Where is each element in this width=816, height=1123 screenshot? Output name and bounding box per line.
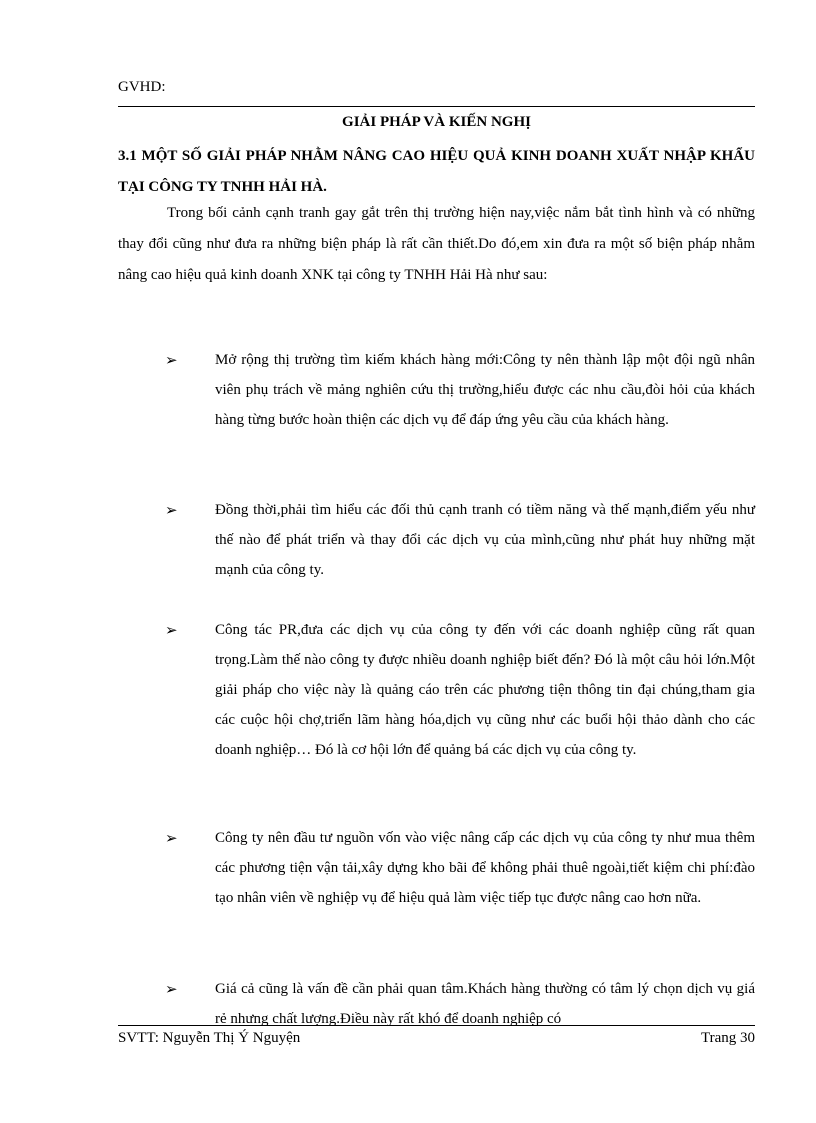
list-item-text: Mở rộng thị trường tìm kiếm khách hàng mới:Công ty nên thành lập một đội ngũ nhân viên phụ trách về mảng nghiên cứu thị trường,hiểu được các nhu cầu,đòi hỏi của khách hàng từng bước hoàn thiện các dịch vụ để đáp ứng yêu cầu của khách hàng. — [215, 352, 755, 428]
arrowhead-bullet-icon: ➢ — [165, 503, 178, 519]
footer-page-number: Trang 30 — [700, 1030, 755, 1046]
arrowhead-bullet-icon: ➢ — [165, 353, 178, 369]
footer-author: SVTT: Nguyễn Thị Ý Nguyện — [118, 1030, 301, 1046]
list-item-text: Công ty nên đầu tư nguồn vốn vào việc nâng cấp các dịch vụ của công ty như mua thêm các phương tiện vận tải,xây dựng kho bãi để không phải thuê ngoài,tiết kiệm chi phí:đào tạo nhân viên về nghiệp vụ để hiệu quả làm việc tiếp tục được nâng cao hơn nữa. — [215, 830, 755, 906]
section-heading: 3.1 MỘT SỐ GIẢI PHÁP NHẰM NÂNG CAO HIỆU QUẢ KINH DOANH XUẤT NHẬP KHẨU TẠI CÔNG TY TNHH HẢI HÀ. — [118, 148, 755, 195]
arrowhead-bullet-icon: ➢ — [165, 623, 178, 639]
page-title: GIẢI PHÁP VÀ KIẾN NGHỊ — [342, 114, 531, 130]
list-item-text: Đồng thời,phải tìm hiểu các đối thủ cạnh tranh có tiềm năng và thế mạnh,điểm yếu như thế nào để phát triển và thay đổi các dịch vụ của mình,cũng như phát huy những mặt mạnh của công ty. — [215, 502, 755, 578]
footer-rule — [118, 1025, 755, 1026]
arrowhead-bullet-icon: ➢ — [165, 831, 178, 847]
intro-paragraph: Trong bối cảnh cạnh tranh gay gắt trên thị trường hiện nay,việc nắm bắt tình hình và có những thay đổi cũng như đưa ra những biện pháp là rất cần thiết.Do đó,em xin đưa ra một số biện pháp nhằm nâng cao hiệu quả kinh doanh XNK tại công ty TNHH Hải Hà như sau: — [118, 205, 755, 283]
list-item-text: Công tác PR,đưa các dịch vụ của công ty đến với các doanh nghiệp cũng rất quan trọng.Làm thế nào công ty được nhiều doanh nghiệp biết đến? Đó là một câu hỏi lớn.Một giải pháp cho việc này là quảng cáo trên các phương tiện thông tin đại chúng,tham gia các cuộc hội chợ,triển lãm hàng hóa,dịch vụ cũng như các buổi hội thảo dành cho các doanh nghiệp… Đó là cơ hội lớn để quảng bá các dịch vụ của công ty. — [215, 622, 755, 758]
arrowhead-bullet-icon: ➢ — [165, 982, 178, 998]
header-label: GVHD: — [118, 79, 166, 95]
list-item-text: Giá cả cũng là vấn đề cần phải quan tâm.Khách hàng thường có tâm lý chọn dịch vụ giá rẻ nhưng chất lượng.Điều này rất khó để doanh nghiệp có — [215, 981, 755, 1025]
